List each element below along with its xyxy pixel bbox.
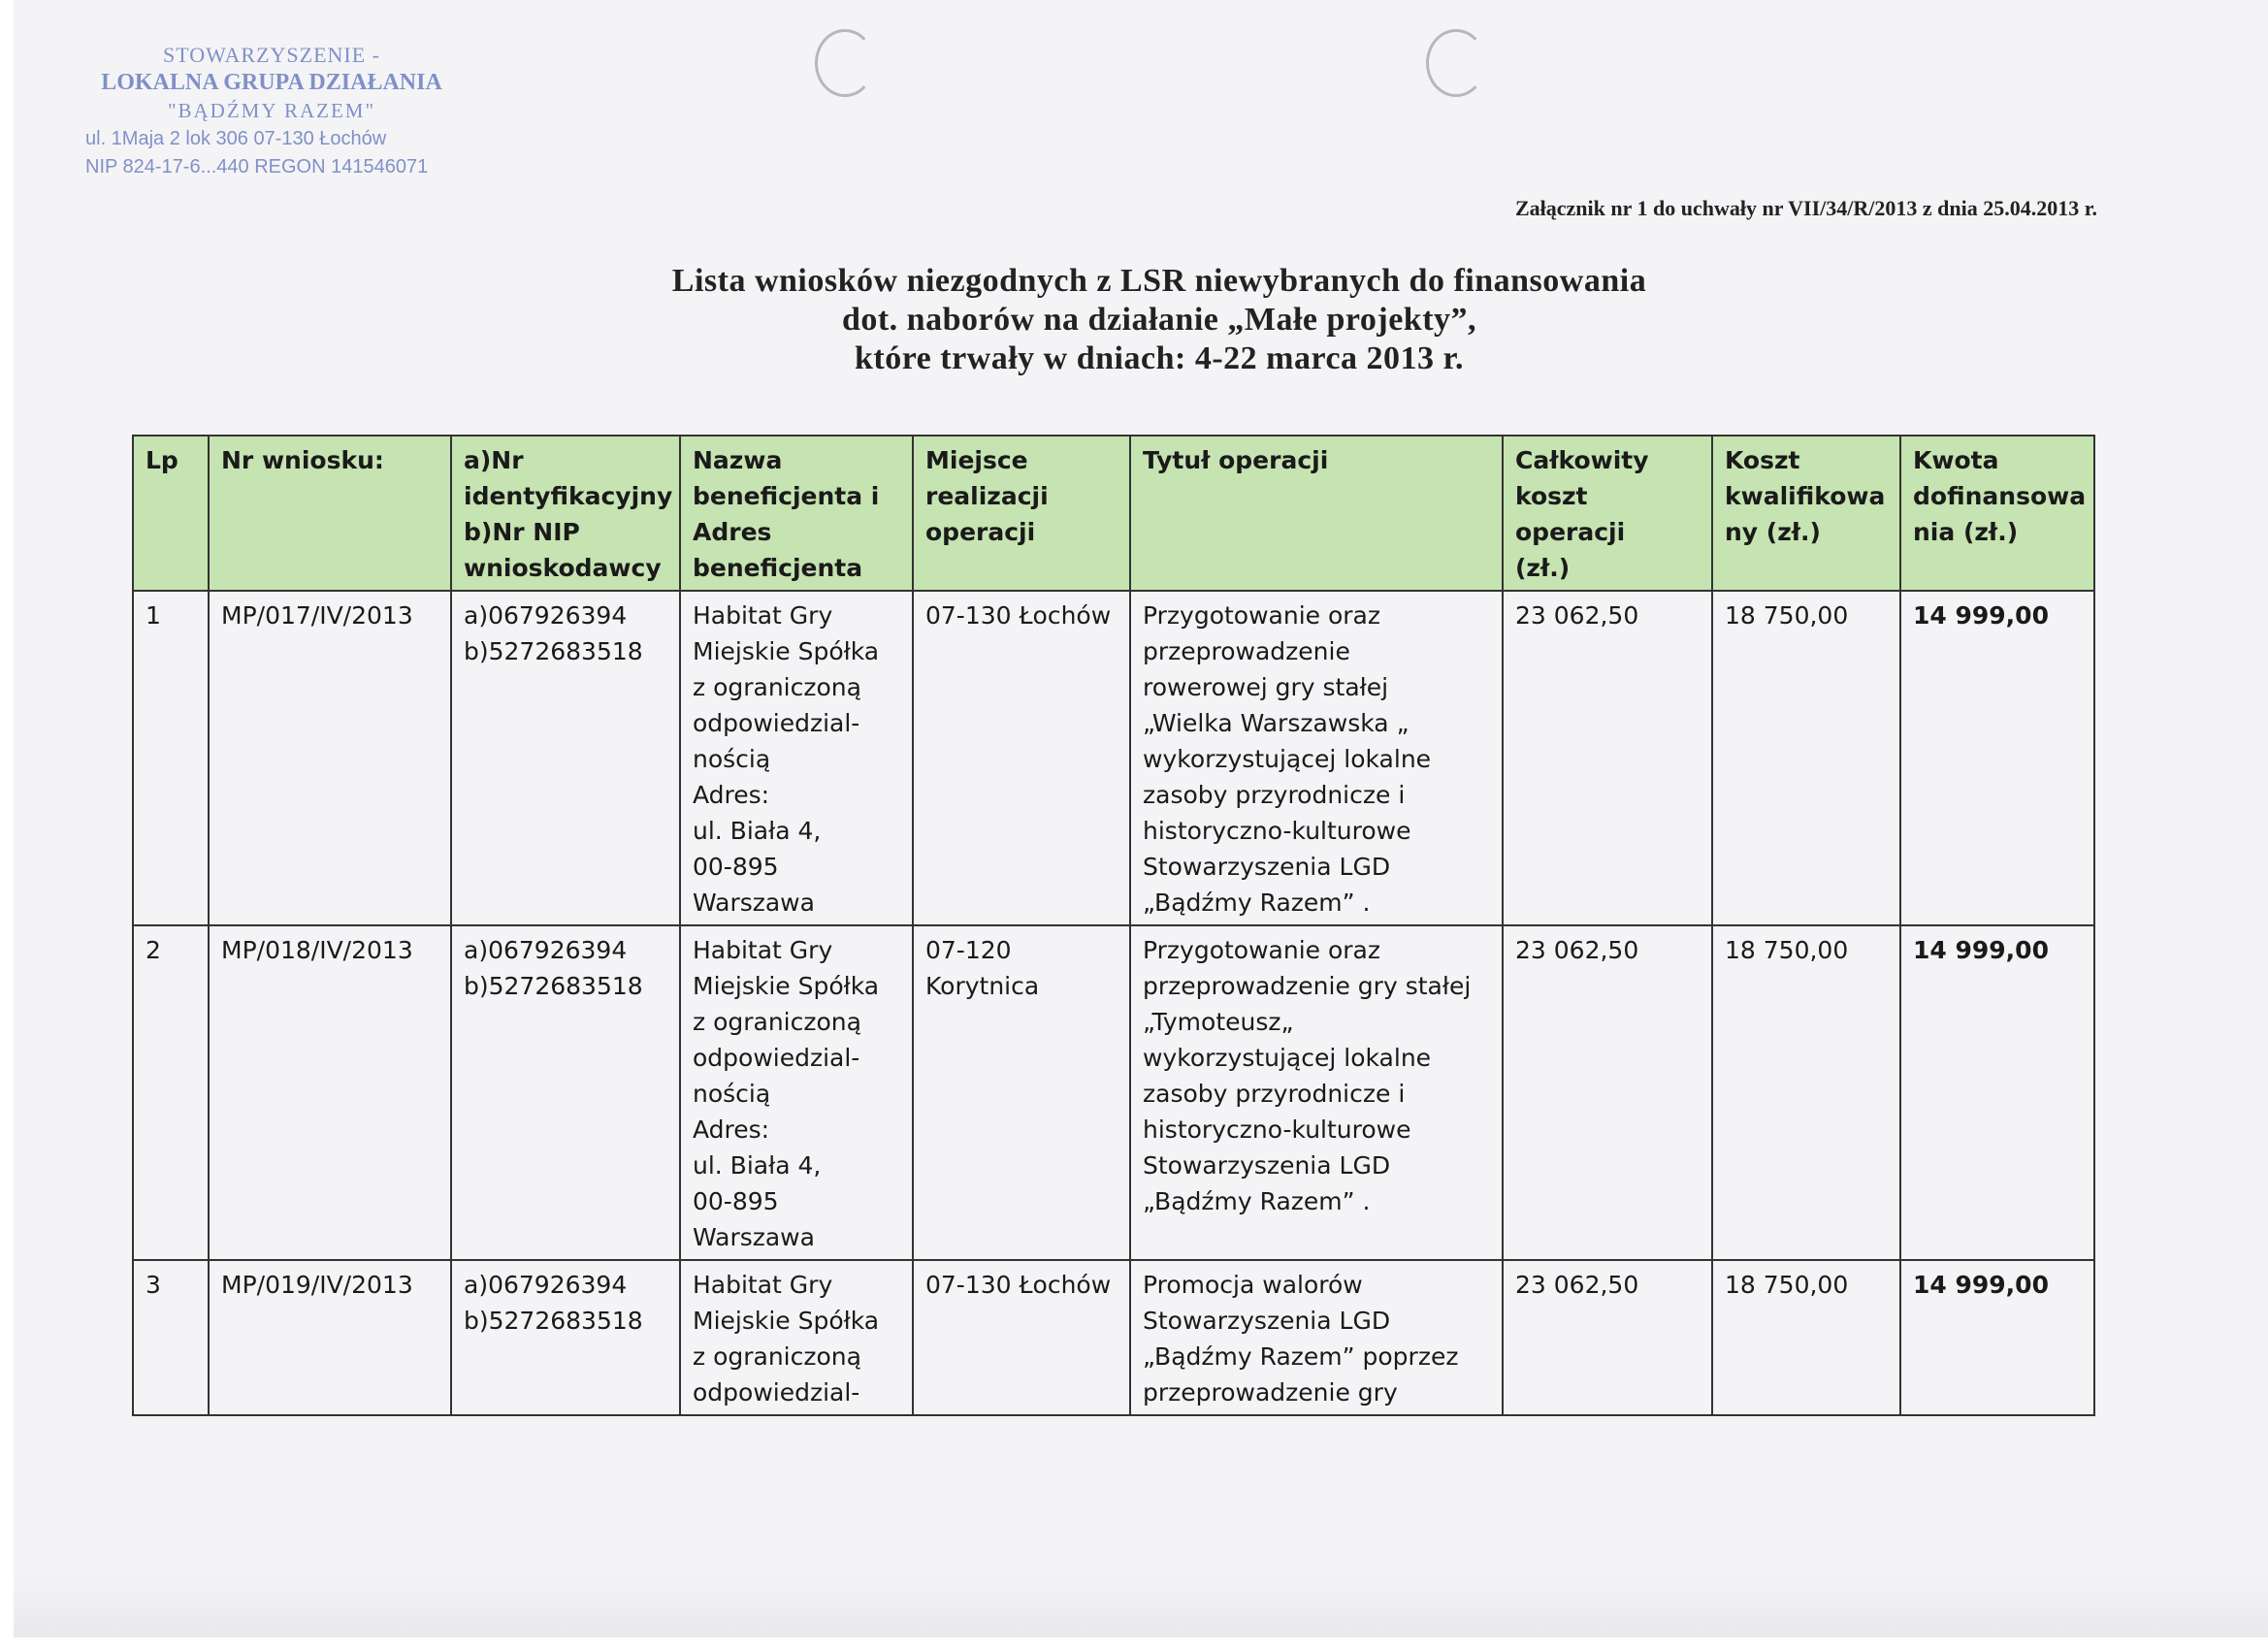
cell-koszt-kwalifikowany: 18 750,00 bbox=[1712, 1260, 1900, 1415]
cell-miejsce: 07-120 Korytnica bbox=[913, 925, 1130, 1260]
header-beneficjent: Nazwa beneficjenta i Adres beneficjenta bbox=[680, 436, 913, 591]
cell-koszt-kwalifikowany: 18 750,00 bbox=[1712, 591, 1900, 925]
header-tytul: Tytuł operacji bbox=[1130, 436, 1503, 591]
cell-beneficjent: Habitat Gry Miejskie Spółka z ograniczoną odpowiedzial- bbox=[680, 1260, 913, 1415]
annex-reference: Załącznik nr 1 do uchwały nr VII/34/R/2013 z dnia 25.04.2013 r. bbox=[1514, 196, 2097, 220]
header-nr-wniosku: Nr wniosku: bbox=[209, 436, 451, 591]
cell-calkowity-koszt: 23 062,50 bbox=[1503, 925, 1712, 1260]
header-koszt-kwalifikowany: Koszt kwalifikowa ny (zł.) bbox=[1712, 436, 1900, 591]
punch-hole-right-icon bbox=[1426, 29, 1486, 97]
cell-koszt-kwalifikowany: 18 750,00 bbox=[1712, 925, 1900, 1260]
cell-nr-wniosku: MP/017/IV/2013 bbox=[209, 591, 451, 925]
cell-beneficjent: Habitat Gry Miejskie Spółka z ograniczoną odpowiedzial- nością Adres: ul. Biała 4, 00-895 Warszawa bbox=[680, 925, 913, 1260]
cell-beneficjent: Habitat Gry Miejskie Spółka z ograniczoną odpowiedzial- nością Adres: ul. Biała 4, 00-895 Warszawa bbox=[680, 591, 913, 925]
header-calkowity-koszt: Całkowity koszt operacji (zł.) bbox=[1503, 436, 1712, 591]
stamp-line-4: ul. 1Maja 2 lok 306 07-130 Łochów bbox=[85, 128, 387, 149]
header-kwota-dofinansowania: Kwota dofinansowa nia (zł.) bbox=[1900, 436, 2094, 591]
cell-lp: 3 bbox=[133, 1260, 209, 1415]
table-row bbox=[133, 1260, 2094, 1415]
cell-identyfikacja: a)067926394 b)5272683518 bbox=[451, 925, 680, 1260]
document-title bbox=[563, 262, 1756, 378]
stamp-line-2: LOKALNA GRUPA DZIAŁANIA bbox=[101, 70, 442, 95]
cell-identyfikacja: a)067926394 b)5272683518 bbox=[451, 591, 680, 925]
cell-tytul: Promocja walorów Stowarzyszenia LGD „Bądźmy Razem” poprzez przeprowadzenie gry bbox=[1130, 1260, 1503, 1415]
header-identyfikacja: a)Nr identyfikacyjny b)Nr NIP wnioskodawcy bbox=[451, 436, 680, 591]
applications-table bbox=[132, 435, 2095, 1416]
title-line-2: dot. naborów na działanie „Małe projekty”, bbox=[841, 302, 1477, 338]
cell-miejsce: 07-130 Łochów bbox=[913, 591, 1130, 925]
cell-nr-wniosku: MP/018/IV/2013 bbox=[209, 925, 451, 1260]
stamp-line-5: NIP 824-17-6...440 REGON 141546071 bbox=[85, 156, 429, 178]
page-edge-shadow bbox=[14, 1571, 2268, 1637]
cell-miejsce: 07-130 Łochów bbox=[913, 1260, 1130, 1415]
cell-calkowity-koszt: 23 062,50 bbox=[1503, 591, 1712, 925]
header-lp: Lp bbox=[133, 436, 209, 591]
title-line-1: Lista wniosków niezgodnych z LSR niewybranych do finansowania bbox=[671, 263, 1647, 299]
cell-tytul: Przygotowanie oraz przeprowadzenie gry stałej „Tymoteusz„ wykorzystującej lokalne zasoby przyrodnicze i historyczno-kulturowe Stowarzyszenia LGD „Bądźmy Razem” . bbox=[1130, 925, 1503, 1260]
punch-hole-left-icon bbox=[815, 29, 875, 97]
stamp-line-3: "BĄDŹMY RAZEM" bbox=[167, 99, 376, 122]
stamp-line-1: STOWARZYSZENIE - bbox=[163, 43, 380, 67]
table-row bbox=[133, 925, 2094, 1260]
cell-tytul: Przygotowanie oraz przeprowadzenie rowerowej gry stałej „Wielka Warszawska „ wykorzystującej lokalne zasoby przyrodnicze i historyczno-kulturowe Stowarzyszenia LGD „Bądźmy Razem” . bbox=[1130, 591, 1503, 925]
cell-identyfikacja: a)067926394 b)5272683518 bbox=[451, 1260, 680, 1415]
header-miejsce: Miejsce realizacji operacji bbox=[913, 436, 1130, 591]
title-line-3: które trwały w dniach: 4-22 marca 2013 r. bbox=[854, 340, 1465, 376]
cell-kwota-dofinansowania: 14 999,00 bbox=[1900, 925, 2094, 1260]
table-header bbox=[133, 436, 2094, 591]
cell-lp: 2 bbox=[133, 925, 209, 1260]
cell-lp: 1 bbox=[133, 591, 209, 925]
organization-stamp bbox=[78, 41, 466, 181]
table-row bbox=[133, 591, 2094, 925]
cell-kwota-dofinansowania: 14 999,00 bbox=[1900, 1260, 2094, 1415]
header-row bbox=[133, 436, 2094, 591]
cell-nr-wniosku: MP/019/IV/2013 bbox=[209, 1260, 451, 1415]
cell-kwota-dofinansowania: 14 999,00 bbox=[1900, 591, 2094, 925]
cell-calkowity-koszt: 23 062,50 bbox=[1503, 1260, 1712, 1415]
